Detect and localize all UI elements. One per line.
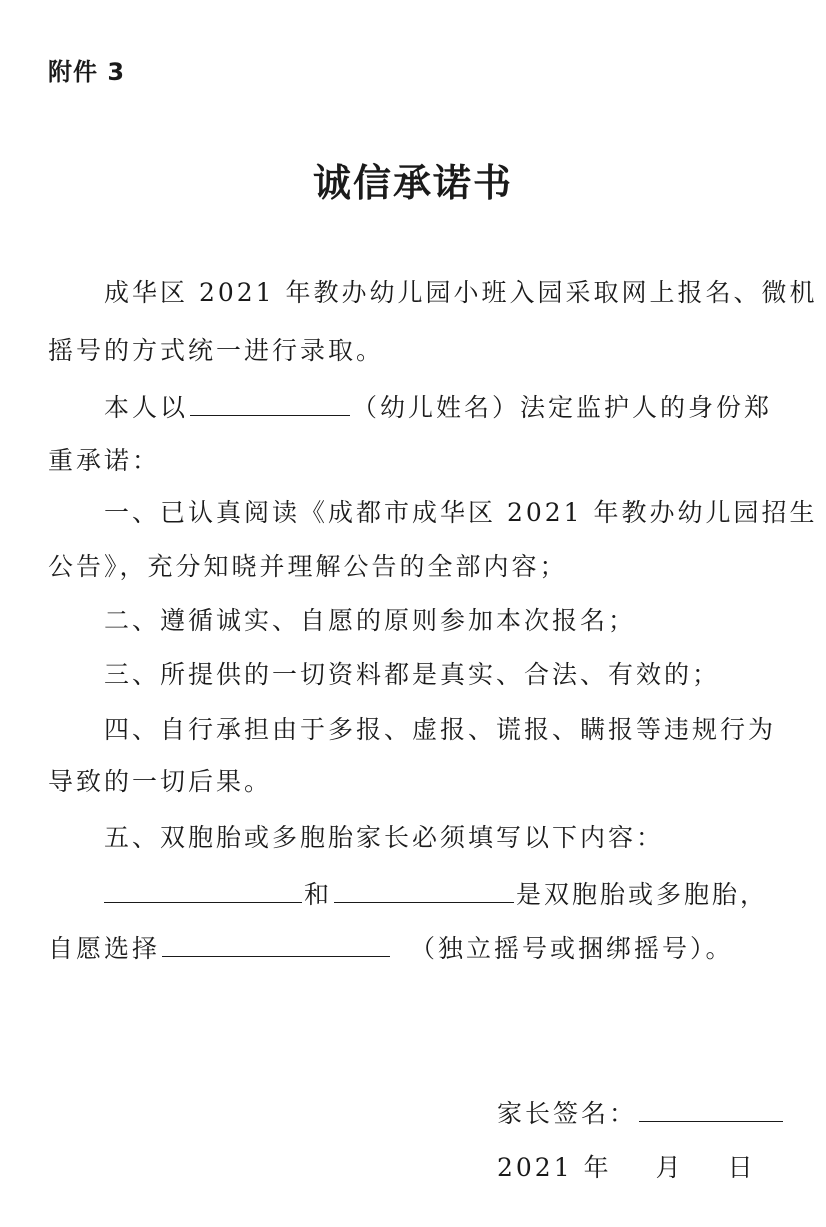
twins-suffix: 是双胞胎或多胞胎， (516, 880, 769, 909)
item-2: 二、遵循诚实、自愿的原则参加本次报名； (104, 606, 637, 635)
item-1-line-1: 一、已认真阅读《成都市成华区 2021 年教办幼儿园招生 (104, 498, 818, 527)
date-day: 日 (727, 1153, 756, 1182)
choice-prefix: 自愿选择 (48, 934, 161, 963)
signature-label: 家长签名： (497, 1099, 638, 1128)
signature-blank[interactable] (639, 1095, 783, 1122)
item-3: 三、所提供的一切资料都是真实、合法、有效的； (104, 660, 721, 689)
lottery-choice-blank[interactable] (162, 930, 390, 957)
signature-line (497, 1094, 785, 1130)
item-4-line-1: 四、自行承担由于多报、虚报、谎报、瞒报等违规行为 (104, 715, 777, 744)
date-year: 2021 年 (497, 1153, 612, 1182)
choice-suffix: （独立摇号或捆绑摇号）。 (410, 934, 734, 963)
date-line (497, 1148, 756, 1184)
pledge-prefix: 本人以 (104, 393, 189, 422)
item-5: 五、双胞胎或多胞胎家长必须填写以下内容： (104, 823, 665, 852)
item-4-line-2: 导致的一切后果。 (48, 767, 273, 796)
twins-line (104, 876, 768, 912)
date-month: 月 (655, 1153, 684, 1182)
choice-line (48, 930, 734, 966)
twins-and: 和 (304, 880, 333, 909)
paragraph-1-line-1: 成华区 2021 年教办幼儿园小班入园采取网上报名、微机 (104, 278, 818, 307)
twin-name-1-blank[interactable] (104, 876, 302, 903)
pledge-suffix: （幼儿姓名）法定监护人的身份郑 (352, 393, 773, 422)
twin-name-2-blank[interactable] (334, 876, 514, 903)
paragraph-1-line-2: 摇号的方式统一进行录取。 (48, 336, 385, 365)
item-1-line-2: 公告》，充分知晓并理解公告的全部内容； (48, 552, 568, 581)
paragraph-2-line-2: 重承诺： (48, 446, 161, 475)
child-name-blank[interactable] (190, 389, 350, 416)
document-title: 诚信承诺书 (312, 160, 513, 205)
paragraph-2-line-1 (104, 389, 772, 425)
attachment-label: 附件 3 (48, 58, 126, 86)
